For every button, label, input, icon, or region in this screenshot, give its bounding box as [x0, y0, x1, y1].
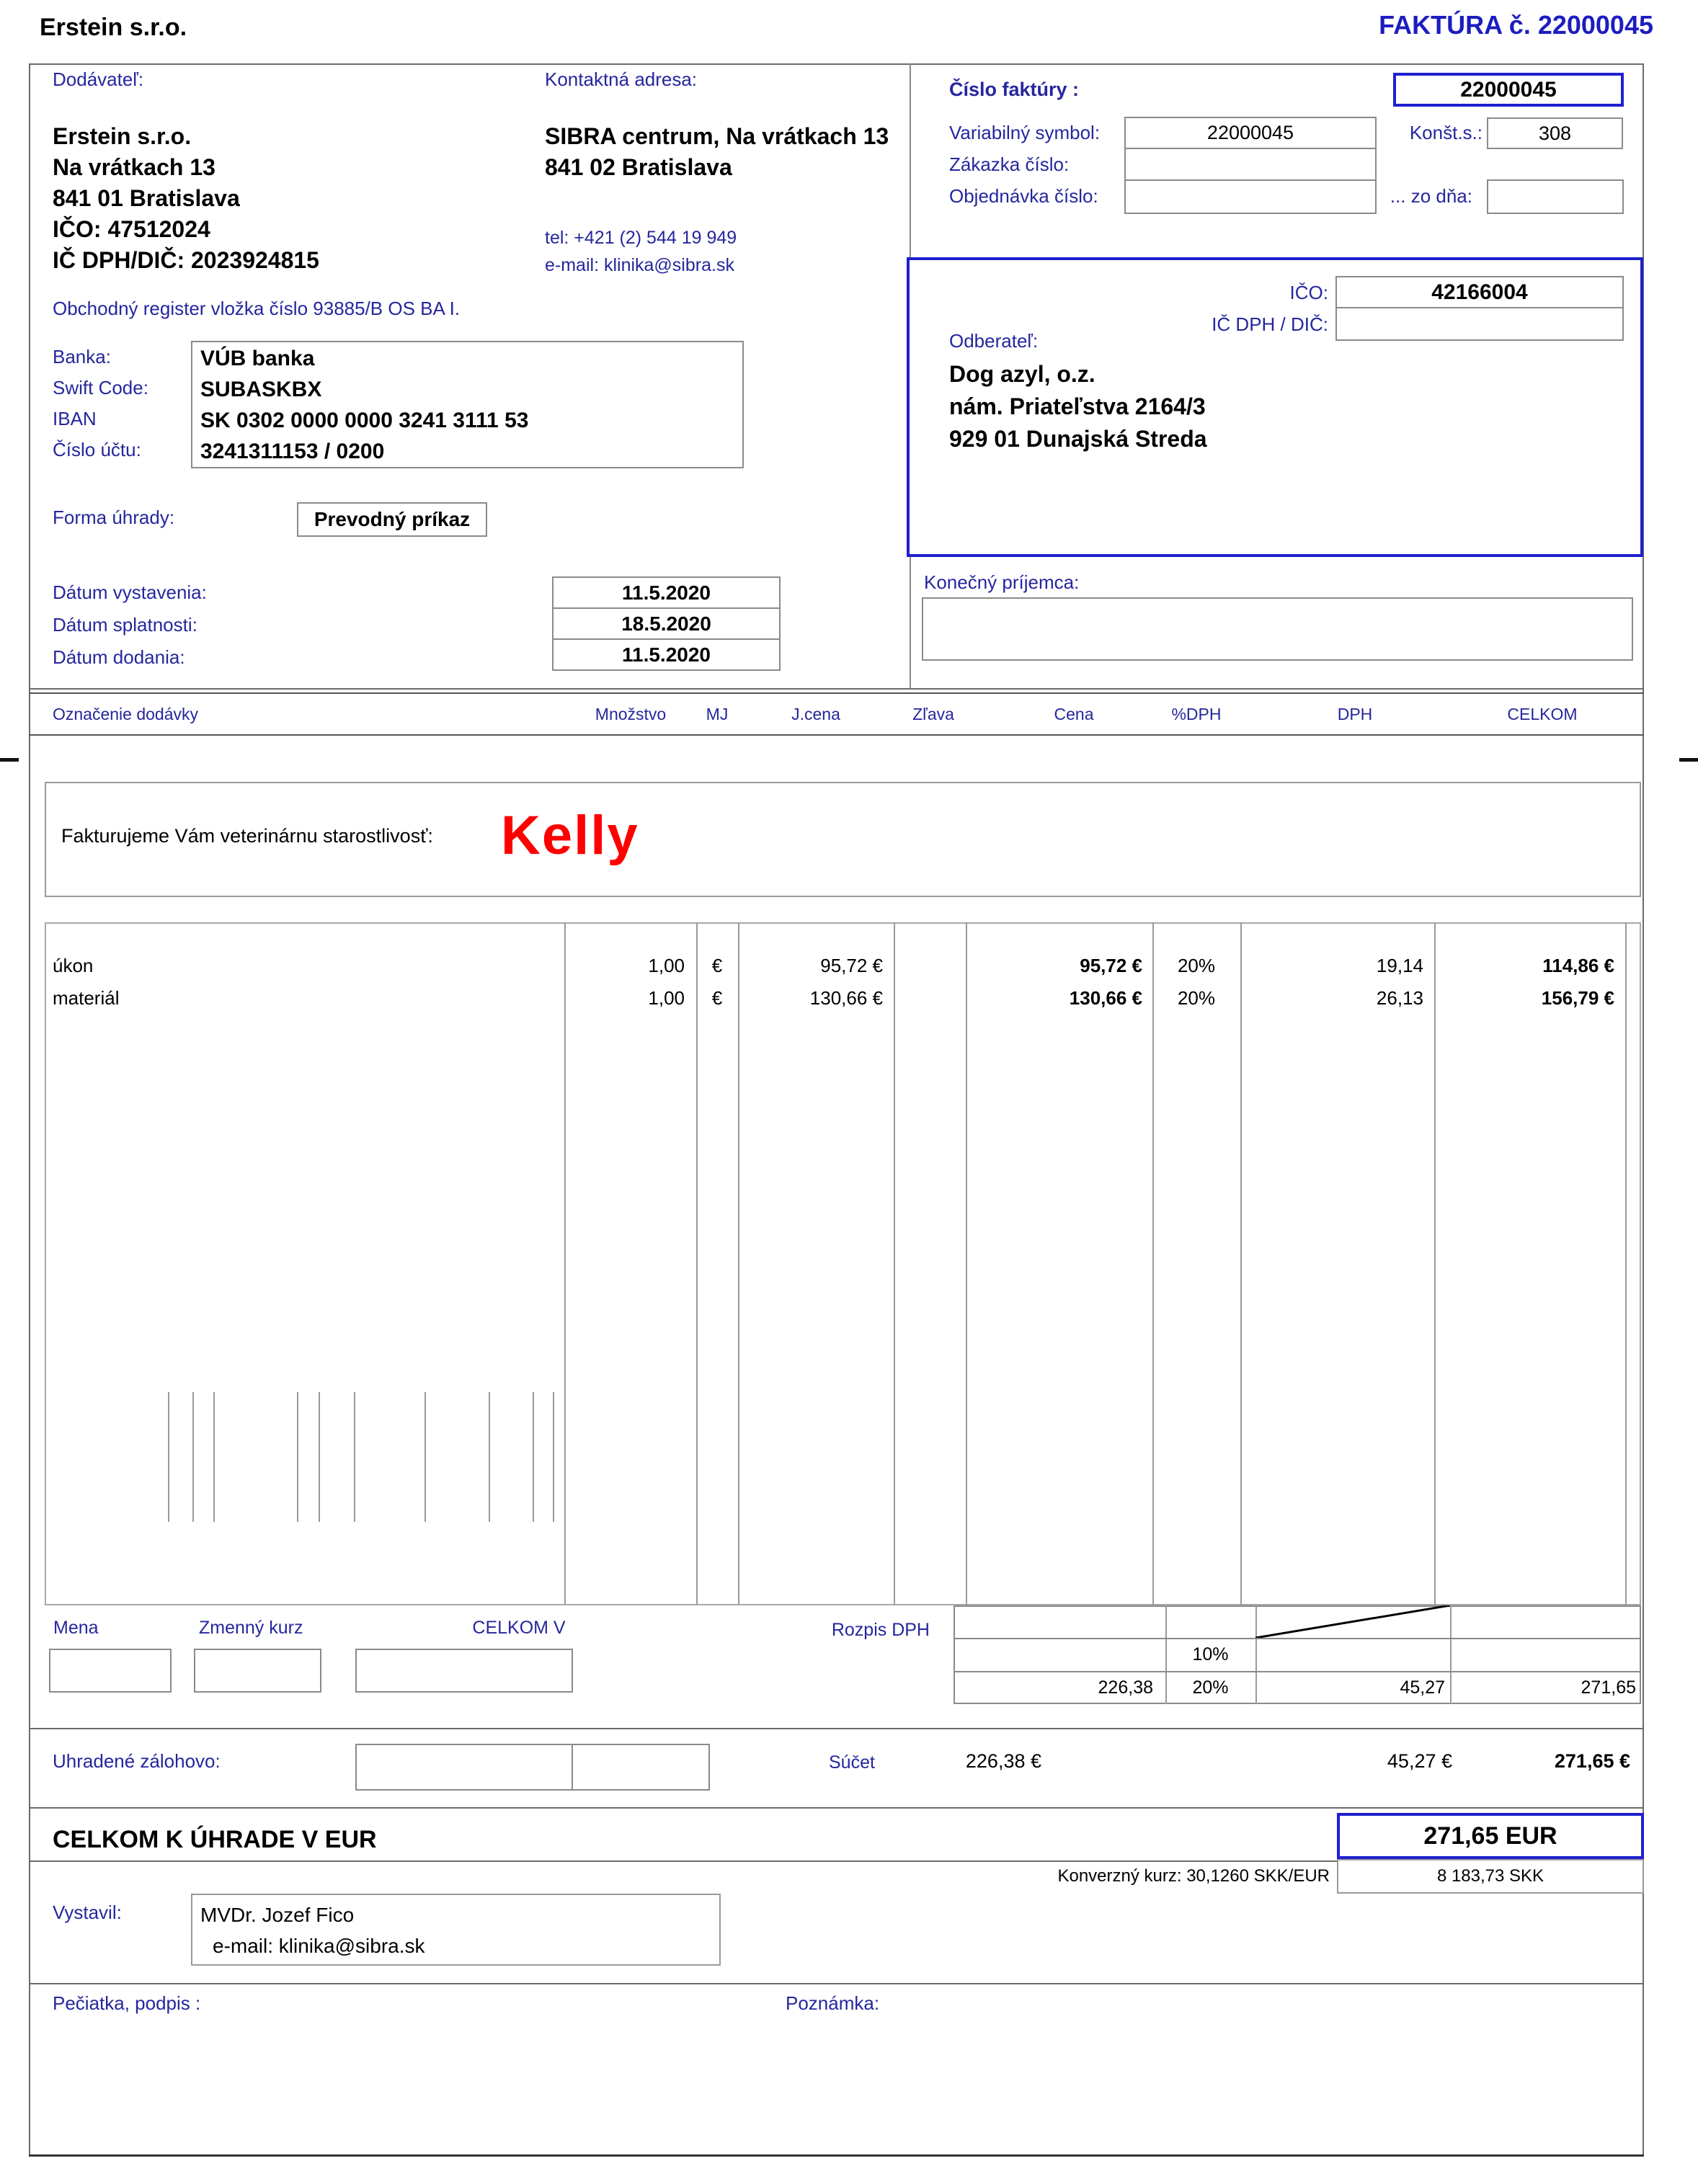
advance-paid-box2: [572, 1744, 710, 1791]
due-date-value: 18.5.2020: [552, 607, 781, 640]
supplier-line: Erstein s.r.o.: [53, 123, 192, 149]
account-value: 3241311153 / 0200: [200, 440, 385, 463]
items-col-line: [966, 922, 967, 1605]
payment-form-label: Forma úhrady:: [53, 507, 175, 528]
issuer-email: e-mail: klinika@sibra.sk: [213, 1935, 425, 1957]
items-col-line: [894, 922, 895, 1605]
iban-value: SK 0302 0000 0000 3241 3111 53: [200, 409, 529, 432]
invoice-number-value: 22000045: [1393, 73, 1624, 107]
contact-label: Kontaktná adresa:: [545, 68, 698, 90]
sum-total: 271,65 €: [1554, 1750, 1630, 1772]
supplier-label: Dodávateľ:: [53, 68, 144, 90]
grand-total-value: 271,65 EUR: [1337, 1813, 1644, 1859]
supplier-line: IČ DPH/DIČ: 2023924815: [53, 247, 319, 273]
supplier-line: IČO: 47512024: [53, 216, 210, 242]
barcode-line: [319, 1392, 320, 1522]
vat-row-line: [954, 1671, 1641, 1672]
col-header-vat: DPH: [1337, 705, 1373, 723]
company-name: Erstein s.r.o.: [40, 14, 187, 41]
frame-top-line: [29, 63, 1644, 65]
subject-name: Kelly: [501, 805, 639, 866]
barcode-line: [297, 1392, 298, 1522]
iban-label: IBAN: [53, 408, 97, 429]
vat-rate-10: 10%: [1192, 1644, 1229, 1664]
invoice-number-label: Číslo faktúry :: [949, 79, 1080, 100]
customer-line: Dog azyl, o.z.: [949, 361, 1095, 387]
barcode-line: [168, 1392, 169, 1522]
customer-dic-label: IČ DPH / DIČ:: [1212, 313, 1328, 335]
contact-line: 841 02 Bratislava: [545, 154, 732, 180]
fold-mark-left: [0, 758, 19, 762]
total-in-label: CELKOM V: [472, 1618, 566, 1638]
vat-col-line: [1450, 1605, 1452, 1704]
variable-symbol-value: 22000045: [1124, 117, 1377, 149]
const-symbol-value: 308: [1487, 117, 1623, 149]
contact-line: SIBRA centrum, Na vrátkach 13: [545, 123, 889, 149]
item-qty: 1,00: [648, 987, 685, 1009]
item-unit-price: 130,66 €: [809, 987, 883, 1009]
frame-bottom-line: [29, 2154, 1644, 2157]
col-header-mj: MJ: [706, 705, 729, 723]
vat-total-20: 271,65: [1581, 1677, 1636, 1698]
customer-ico-value: 42166004: [1335, 276, 1624, 308]
contact-tel: tel: +421 (2) 544 19 949: [545, 228, 737, 248]
purchase-order-value: [1124, 179, 1377, 214]
advance-paid-box: [355, 1744, 573, 1791]
item-price: 130,66 €: [1069, 987, 1142, 1009]
vat-base-20: 226,38: [1098, 1677, 1153, 1698]
note-label: Poznámka:: [786, 1992, 880, 2014]
section-line: [29, 1860, 1337, 1862]
currency-label: Mena: [53, 1618, 99, 1638]
exchange-rate-label: Zmenný kurz: [199, 1618, 303, 1638]
issue-date-value: 11.5.2020: [552, 576, 781, 609]
sum-base: 226,38 €: [965, 1750, 1041, 1772]
vat-summary-label: Rozpis DPH: [831, 1620, 930, 1640]
items-table: [45, 922, 1641, 1605]
register-note: Obchodný register vložka číslo 93885/B OS BA I.: [53, 298, 461, 319]
sum-label: Súčet: [829, 1752, 875, 1773]
customer-line: nám. Priateľstva 2164/3: [949, 393, 1206, 419]
items-col-line: [696, 922, 698, 1605]
customer-label: Odberateľ:: [949, 330, 1039, 352]
contact-email: e-mail: klinika@sibra.sk: [545, 255, 734, 275]
contact-address: [545, 121, 889, 183]
item-vat-rate: 20%: [1177, 987, 1216, 1009]
variable-symbol-label: Variabilný symbol:: [949, 122, 1101, 143]
bank-label: Banka:: [53, 346, 111, 367]
issuer-name: MVDr. Jozef Fico: [200, 1904, 355, 1926]
issue-date-label: Dátum vystavenia:: [53, 581, 207, 603]
final-recipient-box: [922, 597, 1633, 661]
items-col-line: [1152, 922, 1154, 1605]
barcode-line: [533, 1392, 534, 1522]
account-label: Číslo účtu:: [53, 439, 141, 460]
advance-paid-label: Uhradené zálohovo:: [53, 1750, 221, 1772]
item-unit-price: 95,72 €: [820, 955, 883, 976]
customer-ico-label: IČO:: [1289, 282, 1328, 303]
supplier-line: 841 01 Bratislava: [53, 185, 240, 211]
section-line: [29, 1807, 1644, 1809]
supplier-address: [53, 121, 319, 276]
barcode-line: [489, 1392, 490, 1522]
top-section-bottom-line: [29, 688, 1644, 690]
due-date-label: Dátum splatnosti:: [53, 614, 197, 636]
delivery-date-label: Dátum dodania:: [53, 646, 185, 668]
item-mj: €: [711, 955, 723, 976]
delivery-date-value: 11.5.2020: [552, 638, 781, 671]
customer-address: [949, 358, 1207, 455]
section-line: [29, 1983, 1644, 1984]
order-date-value: [1487, 179, 1624, 214]
bank-value: VÚB banka: [200, 347, 315, 370]
items-col-line: [1625, 922, 1627, 1605]
exchange-rate-box: [194, 1649, 321, 1693]
stamp-signature-label: Pečiatka, podpis :: [53, 1992, 201, 2014]
item-qty: 1,00: [648, 955, 685, 976]
vat-row-line: [954, 1638, 1641, 1639]
note-text: Fakturujeme Vám veterinárnu starostlivosť:: [61, 825, 433, 847]
customer-dic-value: [1335, 307, 1624, 341]
item-vat: 26,13: [1376, 987, 1423, 1009]
col-header-vat-rate: %DPH: [1171, 705, 1222, 723]
order-number-value: [1124, 148, 1377, 181]
skk-total-value: 8 183,73 SKK: [1337, 1859, 1644, 1894]
col-header-price: Cena: [1054, 705, 1094, 723]
barcode-line: [213, 1392, 215, 1522]
payment-form-value: Prevodný príkaz: [297, 502, 487, 537]
col-header-unit-price: J.cena: [791, 705, 840, 723]
item-vat-rate: 20%: [1177, 955, 1216, 976]
item-name: materiál: [53, 987, 120, 1009]
item-name: úkon: [53, 955, 94, 976]
currency-box: [49, 1649, 172, 1693]
barcode-line: [354, 1392, 355, 1522]
barcode-line: [192, 1392, 194, 1522]
item-price: 95,72 €: [1080, 955, 1142, 976]
item-mj: €: [711, 987, 723, 1009]
section-line: [29, 1728, 1644, 1729]
supplier-line: Na vrátkach 13: [53, 154, 215, 180]
items-col-line: [564, 922, 566, 1605]
col-header-qty: Množstvo: [595, 705, 667, 723]
vat-diagonal-strike: [1255, 1605, 1450, 1638]
fold-mark-right: [1679, 758, 1698, 762]
col-header-discount: Zľava: [912, 705, 954, 723]
const-symbol-label: Konšt.s.:: [1409, 122, 1483, 143]
vat-rate-20: 20%: [1192, 1677, 1229, 1698]
item-total: 156,79 €: [1541, 987, 1614, 1009]
items-col-line: [1434, 922, 1436, 1605]
invoice-title: FAKTÚRA č. 22000045: [1379, 10, 1653, 40]
band-bottom-line: [29, 734, 1644, 736]
frame-left-line: [29, 63, 30, 2156]
item-vat: 19,14: [1376, 955, 1423, 976]
col-header-total: CELKOM: [1507, 705, 1578, 723]
barcode-line: [424, 1392, 426, 1522]
final-recipient-label: Konečný príjemca:: [924, 571, 1080, 593]
vat-amount-20: 45,27: [1400, 1677, 1445, 1698]
band-top-line: [29, 692, 1644, 694]
order-number-label: Zákazka číslo:: [949, 153, 1070, 175]
issued-by-label: Vystavil:: [53, 1902, 122, 1923]
customer-line: 929 01 Dunajská Streda: [949, 426, 1207, 452]
purchase-order-label: Objednávka číslo:: [949, 185, 1098, 207]
grand-total-label: CELKOM K ÚHRADE V EUR: [53, 1826, 377, 1853]
col-header-description: Označenie dodávky: [53, 705, 199, 723]
items-col-line: [1240, 922, 1242, 1605]
swift-value: SUBASKBX: [200, 378, 322, 401]
order-date-label: ... zo dňa:: [1390, 185, 1472, 207]
barcode-line: [553, 1392, 554, 1522]
total-in-box: [355, 1649, 573, 1693]
items-col-line: [738, 922, 739, 1605]
item-total: 114,86 €: [1542, 955, 1614, 976]
conversion-rate-note: Konverzný kurz: 30,1260 SKK/EUR: [1057, 1866, 1330, 1886]
swift-label: Swift Code:: [53, 377, 148, 398]
sum-vat: 45,27 €: [1387, 1750, 1452, 1772]
